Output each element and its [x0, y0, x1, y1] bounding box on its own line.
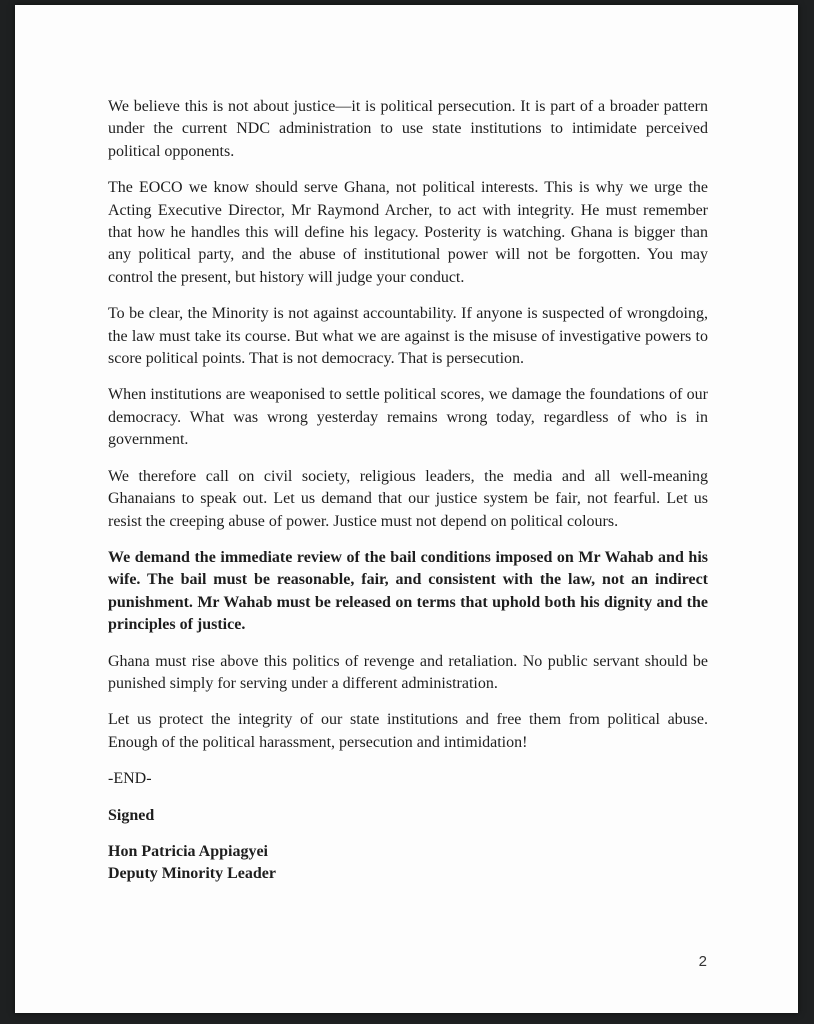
- page-number: 2: [698, 953, 707, 970]
- signature-block: [108, 841, 708, 886]
- document-body: [108, 96, 708, 886]
- end-marker: -END-: [108, 770, 152, 788]
- paragraph: Ghana must rise above this politics of revenge and retaliation. No public servant should be punished simply for serving under a different administration.: [108, 652, 708, 692]
- paragraph: Let us protect the integrity of our state institutions and free them from political abuse. Enough of the political harassment, persecution and intimidation!: [108, 711, 708, 751]
- signed-label: Signed: [108, 806, 155, 824]
- paragraph-bold-demand: We demand the immediate review of the bail conditions imposed on Mr Wahab and his wife. The bail must be reasonable, fair, and consistent with the law, not an indirect punishment. Mr Wahab must be released on terms that uphold both his dignity and the principles of justice.: [108, 548, 708, 634]
- paragraph: To be clear, the Minority is not against accountability. If anyone is suspected of wrongdoing, the law must take its course. But what we are against is the misuse of investigative powers to score political points. That is not democracy. That is persecution.: [108, 305, 708, 368]
- paragraph: When institutions are weaponised to settle political scores, we damage the foundations of our democracy. What was wrong yesterday remains wrong today, regardless of who is in government.: [108, 386, 708, 449]
- signatory-name: Hon Patricia Appiagyei: [108, 842, 268, 860]
- paragraph: We believe this is not about justice—it is political persecution. It is part of a broader pattern under the current NDC administration to use state institutions to intimidate perceived political opponents.: [108, 98, 708, 160]
- paragraph: The EOCO we know should serve Ghana, not political interests. This is why we urge the Acting Executive Director, Mr Raymond Archer, to act with integrity. He must remember that how he handles this will define his legacy. Posterity is watching. Ghana is bigger than any political party, and the abuse of institutional power will not be forgotten. You may control the present, but history will judge your conduct.: [108, 179, 708, 286]
- paragraph: We therefore call on civil society, religious leaders, the media and all well-meaning Ghanaians to speak out. Let us demand that our justice system be fair, not fearful. Let us resist the creeping abuse of power. Justice must not depend on political colours.: [108, 467, 708, 530]
- signatory-title: Deputy Minority Leader: [108, 865, 276, 883]
- document-page: [15, 5, 798, 1013]
